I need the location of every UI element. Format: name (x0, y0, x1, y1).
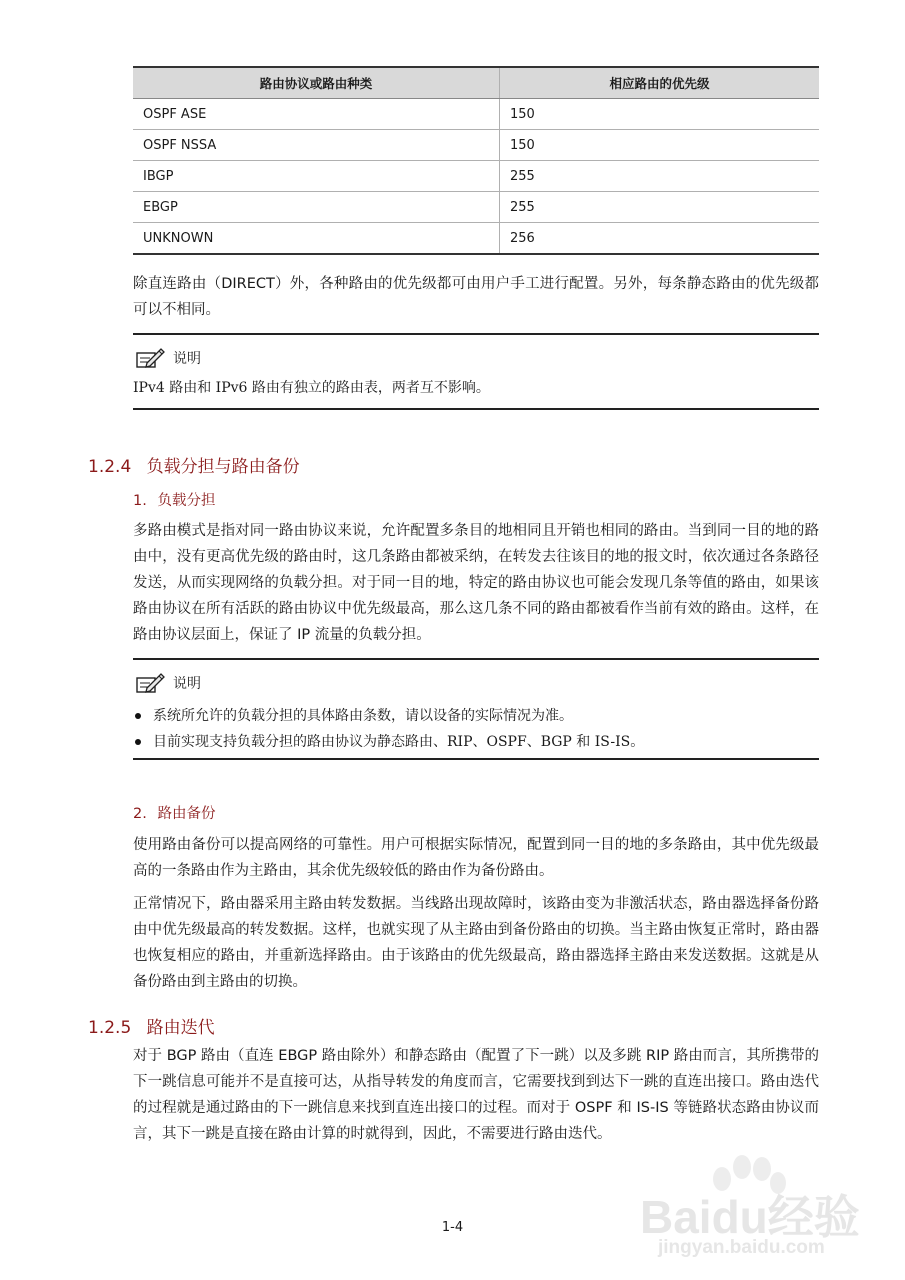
paragraph-direct-route: 除直连路由（DIRECT）外，各种路由的优先级都可由用户手工进行配置。另外，每条静态路由的优先级都可以不相同。 (133, 276, 819, 318)
table-row (133, 130, 819, 161)
table-cell: EBGP (133, 192, 500, 223)
subheading-load-balancing (133, 489, 215, 510)
table-cell: OSPF ASE (133, 99, 500, 130)
list-item-text: 系统所允许的负载分担的具体路由条数，请以设备的实际情况为准。 (153, 708, 573, 724)
list-item-text: 目前实现支持负载分担的路由协议为静态路由、RIP、OSPF、BGP 和 IS-IS。 (153, 734, 645, 750)
table-cell: OSPF NSSA (133, 130, 500, 161)
table-cell: UNKNOWN (133, 223, 500, 255)
note-bullet-list (133, 703, 644, 755)
baidu-watermark (640, 1145, 890, 1270)
section-heading-1-2-4 (88, 452, 300, 477)
subheading-title: 路由备份 (157, 806, 216, 822)
bullet-icon (135, 713, 141, 719)
list-item (133, 729, 644, 755)
note-label: 说明 (173, 351, 201, 367)
table-cell: 255 (500, 161, 820, 192)
section-number: 1.2.4 (88, 457, 132, 477)
note-header (135, 672, 201, 694)
table-row (133, 192, 819, 223)
table-cell: 150 (500, 99, 820, 130)
pencil-note-icon (135, 347, 165, 369)
note-label: 说明 (173, 676, 201, 692)
paragraph-load-balancing: 多路由模式是指对同一路由协议来说，允许配置多条目的地相同且开销也相同的路由。当到同一目的地的路由中，没有更高优先级的路由时，这几条路由都被采纳，在转发去往该目的地的报文时，依次通过各条路径发送，从而实现网络的负载分担。对于同一目的地，特定的路由协议也可能会发现几条等值的路由，如果该路由协议在所有活跃的路由协议中优先级最高，那么这几条不同的路由都被看作当前有效的路由。这样，在路由协议层面上，保证了 IP 流量的负载分担。 (133, 523, 819, 643)
section-number: 1.2.5 (88, 1018, 132, 1038)
table-row (133, 99, 819, 130)
table-header-row (133, 67, 819, 99)
table-cell: IBGP (133, 161, 500, 192)
table-cell: 150 (500, 130, 820, 161)
section-heading-1-2-5 (88, 1013, 215, 1038)
subheading-title: 负载分担 (157, 493, 216, 509)
note-box-load-balancing (133, 658, 819, 760)
paragraph-route-iteration: 对于 BGP 路由（直连 EBGP 路由除外）和静态路由（配置了下一跳）以及多跳 RIP 路由而言，其所携带的下一跳信息可能并不是直接可达，从指导转发的角度而言，它需要找到到达下一跳的直连出接口。路由迭代的过程就是通过路由的下一跳信息来找到直连出接口的过程。而对于 OSPF 和 IS-IS 等链路状态路由协议而言，其下一跳是直接在路由计算的时就得到，因此，不需要进行路由迭代。 (133, 1048, 819, 1142)
watermark-brand: Baidu经验 (640, 1191, 860, 1243)
subheading-number: 1. (133, 493, 147, 509)
watermark-url: jingyan.baidu.com (658, 1237, 825, 1258)
note-box-ipv4 (133, 333, 819, 410)
section-title: 路由迭代 (146, 1018, 215, 1038)
paragraph-backup-1: 使用路由备份可以提高网络的可靠性。用户可根据实际情况，配置到同一目的地的多条路由，其中优先级最高的一条路由作为主路由，其余优先级较低的路由作为备份路由。 (133, 837, 819, 879)
bullet-icon (135, 739, 141, 745)
section-title: 负载分担与路由备份 (146, 457, 300, 477)
pencil-note-icon (135, 672, 165, 694)
subheading-number: 2. (133, 806, 147, 822)
list-item (133, 703, 644, 729)
priority-table (133, 66, 819, 255)
subheading-route-backup (133, 802, 215, 823)
table-row (133, 161, 819, 192)
note-text: IPv4 路由和 IPv6 路由有独立的路由表，两者互不影响。 (133, 380, 490, 396)
table-cell: 256 (500, 223, 820, 255)
note-header (135, 347, 201, 369)
header-priority: 相应路由的优先级 (500, 67, 820, 99)
table-cell: 255 (500, 192, 820, 223)
page-number: 1-4 (441, 1220, 464, 1235)
table-row (133, 223, 819, 255)
header-protocol: 路由协议或路由种类 (133, 67, 500, 99)
paragraph-backup-2: 正常情况下，路由器采用主路由转发数据。当线路出现故障时，该路由变为非激活状态，路由器选择备份路由中优先级最高的转发数据。这样，也就实现了从主路由到备份路由的切换。当主路由恢复正常时，路由器也恢复相应的路由，并重新选择路由。由于该路由的优先级最高，路由器选择主路由来发送数据。这就是从备份路由到主路由的切换。 (133, 896, 819, 990)
